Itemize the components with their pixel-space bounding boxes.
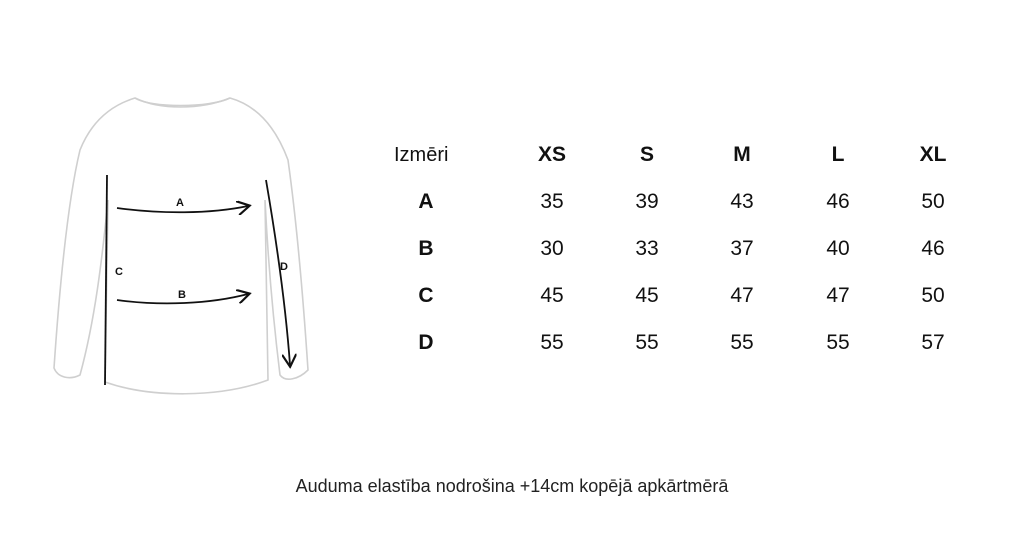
shirt-diagram	[40, 80, 330, 410]
row-label: A	[418, 190, 434, 213]
table-cell: 46	[826, 190, 850, 213]
row-label: C	[418, 284, 434, 307]
fabric-note: Auduma elastība nodrošina +14cm kopējā apkārtmērā	[295, 476, 729, 496]
size-header-xs: XS	[537, 143, 566, 166]
table-header-row	[378, 132, 978, 179]
table-row	[378, 273, 978, 320]
size-header-l: L	[831, 143, 845, 166]
table-cell: 33	[635, 237, 659, 260]
diagram-label-a: A	[176, 197, 184, 209]
table-cell: 47	[730, 284, 754, 307]
table-cell: 40	[826, 237, 850, 260]
table-cell: 55	[540, 331, 564, 354]
diagram-label-d: D	[280, 261, 288, 273]
table-row	[378, 320, 978, 367]
header-label: Izmēri	[394, 144, 449, 166]
table-cell: 37	[730, 237, 754, 260]
table-cell: 30	[540, 237, 564, 260]
table-row	[378, 226, 978, 273]
table-cell: 47	[826, 284, 850, 307]
table-cell: 50	[921, 190, 945, 213]
shirt-collar-outline	[135, 98, 230, 106]
diagram-label-b: B	[178, 289, 186, 301]
row-label: D	[418, 331, 434, 354]
table-cell: 39	[635, 190, 659, 213]
table-cell: 57	[921, 331, 945, 354]
table-cell: 35	[540, 190, 564, 213]
size-header-s: S	[639, 143, 654, 166]
table-cell: 46	[921, 237, 945, 260]
table-cell: 55	[635, 331, 659, 354]
table-cell: 55	[826, 331, 850, 354]
table-cell: 43	[730, 190, 754, 213]
table-cell: 55	[730, 331, 754, 354]
shirt-outline-drawing	[40, 80, 330, 410]
size-table	[378, 132, 978, 367]
table-cell: 45	[540, 284, 564, 307]
table-cell: 45	[635, 284, 659, 307]
diagram-label-c: C	[115, 266, 123, 278]
table-cell: 50	[921, 284, 945, 307]
row-label: B	[418, 237, 434, 260]
measure-line-c	[105, 175, 107, 385]
table-row	[378, 179, 978, 226]
size-header-m: M	[733, 143, 751, 166]
size-header-xl: XL	[919, 143, 947, 166]
shirt-body-outline	[54, 98, 308, 394]
